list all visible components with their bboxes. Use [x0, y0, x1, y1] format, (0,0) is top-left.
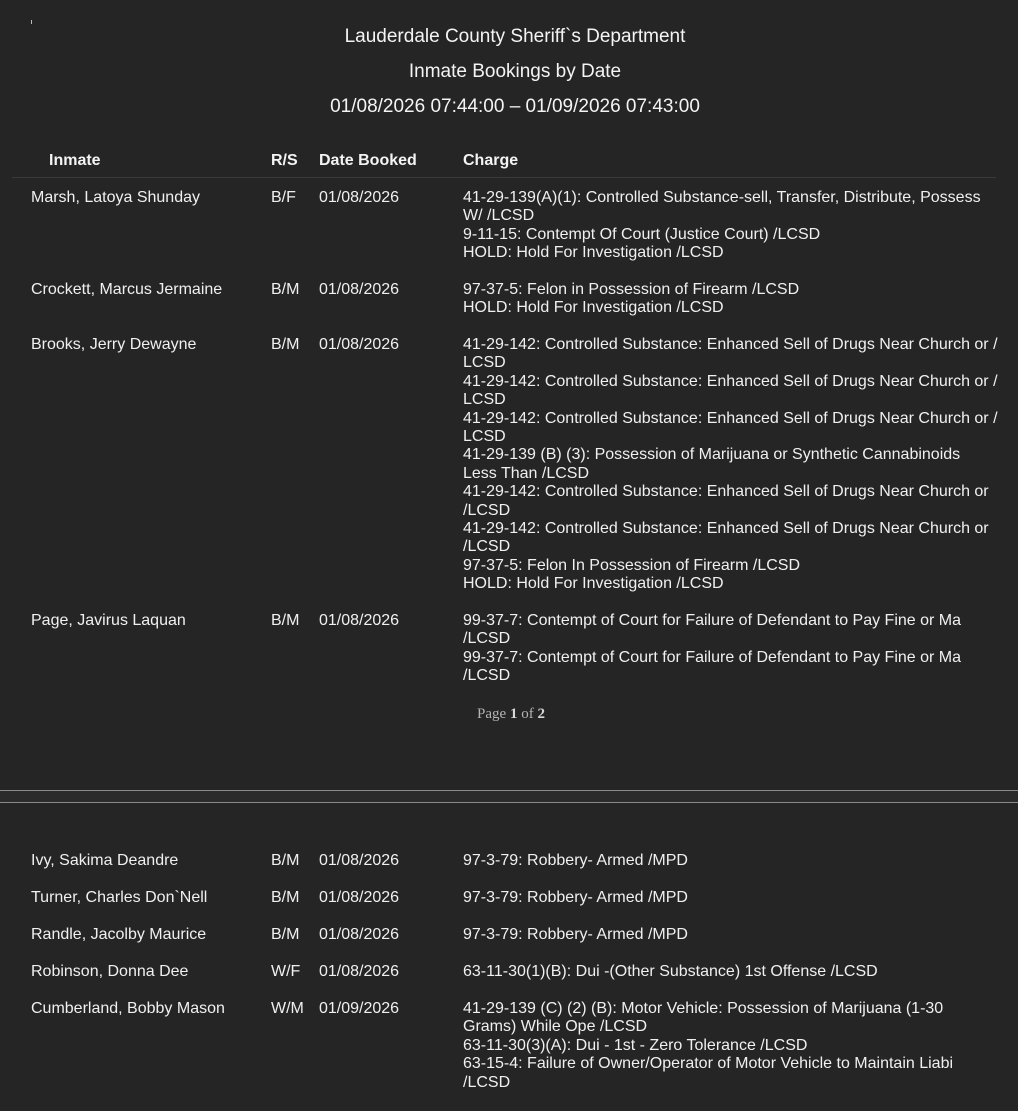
charge-item: 99-37-7: Contempt of Court for Failure of Defendant to Pay Fine or Ma /LCSD: [463, 648, 962, 685]
report-date-range: 01/08/2026 07:44:00 – 01/09/2026 07:43:00: [330, 96, 700, 117]
inmate-name: Marsh, Latoya Shunday: [31, 189, 200, 206]
date-booked: 01/08/2026: [319, 336, 400, 353]
charge-item: 41-29-142: Controlled Substance: Enhanced Sell of Drugs Near Church or / LCSD: [463, 372, 998, 409]
race-sex: B/M: [271, 281, 300, 298]
charge-item: 41-29-139(A)(1): Controlled Substance-sell, Transfer, Distribute, Possess W/ /LCSD: [463, 189, 981, 225]
charge-list: [463, 612, 998, 686]
charge-item: 63-11-30(1)(B): Dui -(Other Substance) 1st Offense /LCSD: [463, 963, 878, 980]
page-label: Page: [477, 706, 507, 722]
column-header-rs: R/S: [271, 152, 298, 169]
inmate-name: Robinson, Donna Dee: [31, 963, 189, 980]
header-divider: [12, 177, 996, 178]
date-booked: 01/08/2026: [319, 852, 400, 869]
race-sex: B/M: [271, 889, 300, 906]
page-break: [0, 790, 1018, 803]
race-sex: W/F: [271, 963, 301, 980]
page-current: 1: [509, 706, 518, 722]
charge-list: [463, 889, 998, 907]
page-of-label: of: [521, 706, 534, 722]
page-mark: [31, 20, 32, 24]
date-booked: 01/08/2026: [319, 889, 400, 906]
charge-list: [463, 189, 998, 263]
date-booked: 01/09/2026: [319, 1000, 400, 1017]
charge-item: 63-11-30(3)(A): Dui - 1st - Zero Tolerance /LCSD: [463, 1036, 808, 1054]
charge-item: 97-3-79: Robbery- Armed /MPD: [463, 852, 688, 869]
charge-item: HOLD: Hold For Investigation /LCSD: [463, 299, 724, 317]
charge-item: 97-3-79: Robbery- Armed /MPD: [463, 926, 688, 943]
inmate-name: Ivy, Sakima Deandre: [31, 852, 179, 869]
report-page-2: [0, 803, 1018, 1111]
charge-item: 41-29-142: Controlled Substance: Enhanced Sell of Drugs Near Church or /LCSD: [463, 520, 989, 556]
date-booked: 01/08/2026: [319, 281, 400, 298]
charge-list: [463, 852, 998, 870]
report-title-name: Inmate Bookings by Date: [408, 61, 622, 82]
charge-item: 9-11-15: Contempt Of Court (Justice Court) /LCSD: [463, 225, 821, 243]
date-booked: 01/08/2026: [319, 963, 400, 980]
race-sex: B/M: [271, 926, 300, 943]
charge-item: HOLD: Hold For Investigation /LCSD: [463, 244, 724, 262]
charge-item: 41-29-142: Controlled Substance: Enhanced Sell of Drugs Near Church or / LCSD: [463, 336, 998, 372]
charge-list: [463, 281, 998, 318]
inmate-name: Page, Javirus Laquan: [31, 612, 186, 629]
race-sex: B/F: [271, 189, 296, 206]
inmate-name: Randle, Jacolby Maurice: [31, 926, 207, 943]
charge-list: [463, 963, 998, 981]
charge-list: [463, 926, 998, 944]
date-booked: 01/08/2026: [319, 926, 400, 943]
inmate-name: Brooks, Jerry Dewayne: [31, 336, 197, 353]
page-total: 2: [537, 706, 545, 722]
page-indicator: [0, 706, 1018, 723]
charge-item: 41-29-142: Controlled Substance: Enhanced Sell of Drugs Near Church or /LCSD: [463, 483, 989, 519]
date-booked: 01/08/2026: [319, 189, 400, 206]
inmate-name: Turner, Charles Don`Nell: [31, 889, 208, 906]
column-header-date-booked: Date Booked: [319, 152, 417, 169]
inmate-name: Cumberland, Bobby Mason: [31, 1000, 225, 1017]
race-sex: B/M: [271, 612, 300, 629]
charge-item: 97-37-5: Felon In Possession of Firearm /LCSD: [463, 556, 801, 574]
column-header-charge: Charge: [463, 152, 519, 169]
charge-item: 63-15-4: Failure of Owner/Operator of Motor Vehicle to Maintain Liabi /LCSD: [463, 1055, 954, 1091]
charge-item: 99-37-7: Contempt of Court for Failure of Defendant to Pay Fine or Ma /LCSD: [463, 612, 962, 648]
charge-item: 97-37-5: Felon in Possession of Firearm /LCSD: [463, 281, 800, 298]
inmate-name: Crockett, Marcus Jermaine: [31, 281, 223, 298]
race-sex: B/M: [271, 336, 300, 353]
charge-item: 41-29-142: Controlled Substance: Enhanced Sell of Drugs Near Church or / LCSD: [463, 409, 998, 446]
charge-list: [463, 336, 998, 594]
race-sex: W/M: [271, 1000, 304, 1017]
race-sex: B/M: [271, 852, 300, 869]
report-title-agency: Lauderdale County Sheriff`s Department: [344, 26, 686, 47]
charge-item: 41-29-139 (C) (2) (B): Motor Vehicle: Possession of Marijuana (1-30 Grams) While Ope /LCSD: [463, 1000, 944, 1036]
charge-list: [463, 1000, 998, 1092]
date-booked: 01/08/2026: [319, 612, 400, 629]
charge-item: 97-3-79: Robbery- Armed /MPD: [463, 889, 688, 906]
charge-item: HOLD: Hold For Investigation /LCSD: [463, 575, 724, 593]
column-header-inmate: Inmate: [49, 152, 101, 169]
charge-item: 41-29-139 (B) (3): Possession of Marijuana or Synthetic Cannabinoids Less Than /LCSD: [463, 446, 961, 482]
